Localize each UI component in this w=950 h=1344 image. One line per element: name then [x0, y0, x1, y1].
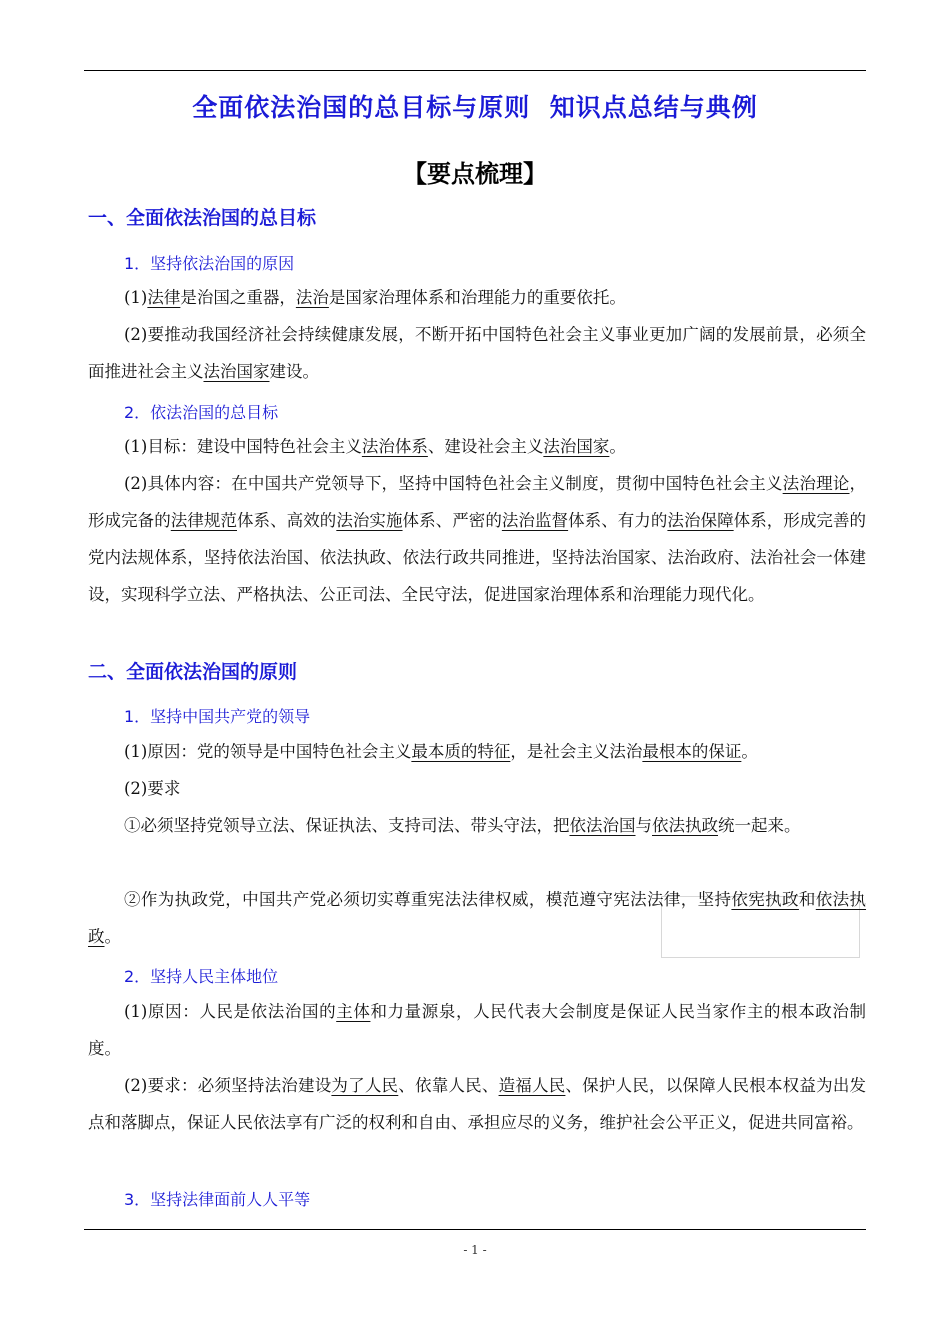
key-term: 主体 [336, 1002, 371, 1021]
paragraph [88, 733, 866, 770]
paragraph [88, 428, 866, 465]
paragraph [88, 993, 866, 1067]
key-term: 法治国家 [203, 362, 270, 381]
top-rule [84, 70, 866, 71]
key-term: 法治 [295, 288, 329, 307]
text-run: 。 [609, 437, 626, 456]
bottom-rule [84, 1229, 866, 1230]
text-run: 体系、严密的 [402, 511, 502, 530]
text-run: 是国家治理体系和治理能力的重要依托。 [328, 288, 626, 307]
paragraph [88, 1067, 866, 1141]
paragraph [88, 770, 866, 807]
key-term: 法治体系 [361, 437, 428, 456]
text-run: ，形成完备的 [88, 474, 867, 530]
text-run: (2)要求 [124, 779, 181, 798]
subsection-heading-1-1: 1．坚持依法治国的原因 [124, 254, 295, 273]
text-run: 体系、有力的 [568, 511, 668, 530]
key-term: 依法执政 [88, 890, 867, 946]
text-run: (1)原因：党的领导是中国特色社会主义 [124, 742, 412, 761]
paragraph [88, 316, 866, 390]
text-run: 。 [104, 927, 121, 946]
text-run: (1)目标：建设中国特色社会主义 [124, 437, 362, 456]
key-term: 依法执政 [652, 816, 718, 835]
key-term: 法治理论 [782, 474, 850, 493]
key-term: 法律规范 [170, 511, 237, 530]
key-term: 依法治国 [569, 816, 636, 835]
page-number: - 1 - [463, 1243, 487, 1257]
text-run: 体系、高效的 [237, 511, 337, 530]
page-title: 全面依法治国的总目标与原则 知识点总结与典例 [192, 93, 758, 122]
key-term: 为了人民 [331, 1076, 399, 1095]
text-run: 是治国之重器， [180, 288, 296, 307]
key-term: 法治保障 [667, 511, 734, 530]
subsection-heading-2-2: 2．坚持人民主体地位 [124, 967, 279, 986]
key-term: 依宪执政 [731, 890, 799, 909]
text-run: ①必须坚持党领导立法、保证执法、支持司法、带头守法，把 [124, 816, 570, 835]
text-run: 与 [635, 816, 652, 835]
section-heading-1: 一、全面依法治国的总目标 [88, 207, 317, 229]
text-run: 建设。 [269, 362, 319, 381]
key-term: 造福人民 [498, 1076, 566, 1095]
text-run: 和 [798, 890, 816, 909]
key-term: 法律 [147, 288, 181, 307]
key-term: 法治实施 [336, 511, 403, 530]
paragraph [88, 465, 866, 613]
paragraph [88, 807, 866, 844]
section-heading-2: 二、全面依法治国的原则 [88, 661, 298, 683]
key-term: 最根本的保证 [642, 742, 742, 761]
text-run: ②作为执政党，中国共产党必须切实尊重宪法法律权威，模范遵守宪法法律，坚持 [124, 890, 732, 909]
text-run: (2)要推动我国经济社会持续健康发展，不断开拓中国特色社会主义事业更加广阔的发展前景，必须全面推进社会主义 [88, 325, 866, 381]
subsection-heading-2-3: 3．坚持法律面前人人平等 [124, 1190, 311, 1209]
text-run: 、建设社会主义 [427, 437, 544, 456]
paragraph [88, 881, 866, 955]
text-run: 、保护人民，以保障人民根本权益为出发点和落脚点，保证人民依法享有广泛的权利和自由、承担应尽的义务，维护社会公平正义，促进共同富裕。 [88, 1076, 867, 1132]
text-run: (1)原因：人民是依法治国的 [124, 1002, 337, 1021]
text-run: (2)具体内容：在中国共产党领导下，坚持中国特色社会主义制度，贯彻中国特色社会主义 [124, 474, 783, 493]
key-term: 最本质的特征 [411, 742, 511, 761]
subsection-heading-2-1: 1．坚持中国共产党的领导 [124, 707, 311, 726]
text-run: (1) [124, 288, 148, 307]
text-run: 、依靠人民、 [398, 1076, 499, 1095]
paragraph [88, 279, 866, 316]
text-run: 体系，形成完善的党内法规体系，坚持依法治国、依法执政、依法行政共同推进，坚持法治国家、法治政府、法治社会一体建设，实现科学立法、严格执法、公正司法、全民守法，促进国家治理体系和治理能力现代化。 [88, 511, 867, 604]
subsection-heading-1-2: 2．依法治国的总目标 [124, 403, 279, 422]
section-banner: 【要点梳理】 [403, 160, 547, 188]
text-run: 和力量源泉，人民代表大会制度是保证人民当家作主的根本政治制度。 [88, 1002, 867, 1058]
key-term: 法治监督 [501, 511, 569, 530]
key-term: 法治国家 [543, 437, 610, 456]
text-run: 统一起来。 [718, 816, 801, 835]
text-run: 。 [741, 742, 758, 761]
text-run: ，是社会主义法治 [510, 742, 643, 761]
text-run: (2)要求：必须坚持法治建设 [124, 1076, 332, 1095]
